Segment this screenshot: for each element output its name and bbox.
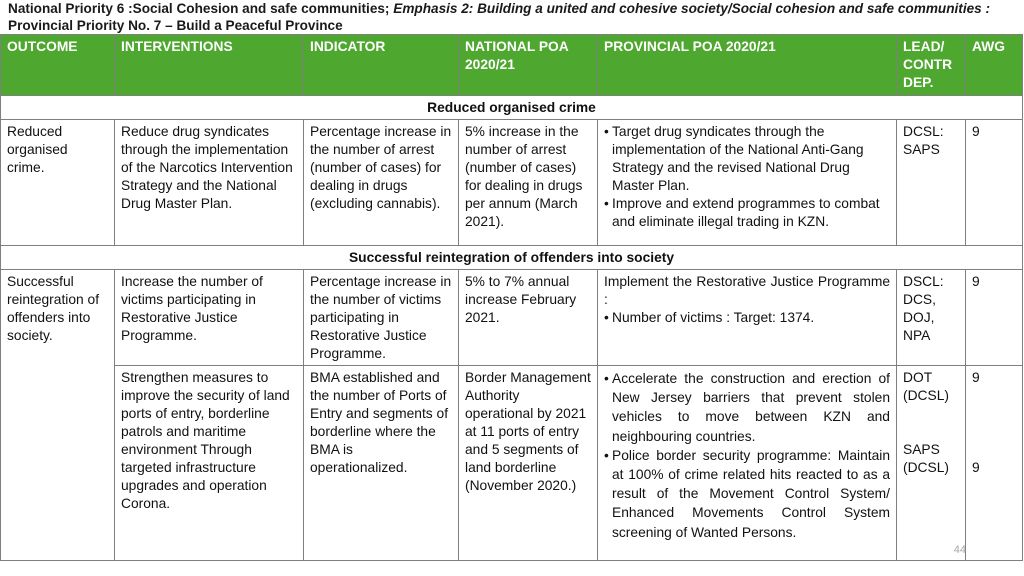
col-header-lead-dep: LEAD/ CONTR DEP. [897,35,966,96]
cell-outcome: Successful reintegration of offenders into society. [1,270,115,561]
cell-intervention: Strengthen measures to improve the security of land ports of entry, borderline patrols and maritime environment Through targeted infrastructure upgrades and operation Corona. [115,366,304,561]
provincial-bullet: • Improve and extend programmes to combat and eliminate illegal trading in KZN. [604,195,890,231]
col-header-outcome: OUTCOME [1,35,115,96]
cell-outcome: Reduced organised crime. [1,120,115,246]
cell-national-poa: Border Management Authority operational by 2021 at 11 ports of entry and 5 segments of land borderline (November 2020.) [459,366,598,561]
awg-1: 9 [972,370,980,385]
cell-indicator: BMA established and the number of Ports of Entry and segments of borderline where the BMA is operationalized. [304,366,459,561]
lead-dep-1: DOT (DCSL) [903,370,949,403]
section-row [1,246,1023,270]
cell-awg [966,366,1023,561]
section-title-organised-crime: Reduced organised crime [1,96,1023,120]
title-provincial-priority: Provincial Priority No. 7 – Build a Peaceful Province [8,18,343,33]
section-title-reintegration: Successful reintegration of offenders into society [1,246,1023,270]
spacer [903,405,959,441]
provincial-intro: Implement the Restorative Justice Programme : [604,274,890,307]
col-header-provincial-poa: PROVINCIAL POA 2020/21 [598,35,897,96]
table-row [1,120,1023,246]
cell-provincial-poa [598,120,897,246]
cell-national-poa: 5% increase in the number of arrest (number of cases) for dealing in drugs per annum (March 2021). [459,120,598,246]
table-row [1,366,1023,561]
title-priority: National Priority 6 :Social Cohesion and safe communities; [8,1,394,16]
provincial-bullet: • Number of victims : Target: 1374. [604,309,890,327]
col-header-indicator: INDICATOR [304,35,459,96]
cell-intervention: Increase the number of victims participating in Restorative Justice Programme. [115,270,304,366]
cell-lead-dep: DSCL: DCS, DOJ, NPA [897,270,966,366]
table-row [1,270,1023,366]
cell-lead-dep [897,366,966,561]
awg-2: 9 [972,460,980,475]
table-header-row [1,35,1023,96]
cell-indicator: Percentage increase in the number of victims participating in Restorative Justice Programme. [304,270,459,366]
provincial-bullet: • Police border security programme: Maintain at 100% of crime related hits reacted to as a result of the Movement Control System/ Enhanced Movements Control System screening of Wanted Persons. [604,446,890,542]
programme-of-action-table [0,34,1023,561]
cell-national-poa: 5% to 7% annual increase February 2021. [459,270,598,366]
cell-provincial-poa [598,366,897,561]
lead-dep-2: SAPS (DCSL) [903,442,949,475]
page-number: 44 [953,544,966,556]
cell-provincial-poa [598,270,897,366]
section-row [1,96,1023,120]
cell-intervention: Reduce drug syndicates through the implementation of the Narcotics Intervention Strategy and the National Drug Master Plan. [115,120,304,246]
col-header-national-poa: NATIONAL POA 2020/21 [459,35,598,96]
slide-title [8,0,1018,34]
spacer [972,387,1016,459]
cell-awg: 9 [966,120,1023,246]
provincial-bullet: • Target drug syndicates through the implementation of the National Anti-Gang Strategy and the revised National Drug Master Plan. [604,123,890,195]
col-header-awg: AWG [966,35,1023,96]
col-header-interventions: INTERVENTIONS [115,35,304,96]
cell-lead-dep: DCSL: SAPS [897,120,966,246]
title-emphasis: Emphasis 2: Building a united and cohesive society/Social cohesion and safe communities : [393,1,991,16]
cell-awg: 9 [966,270,1023,366]
provincial-bullet: • Accelerate the construction and erection of New Jersey barriers that prevent stolen vehicles to move between KZN and neighbouring countries. [604,369,890,446]
cell-indicator: Percentage increase in the number of arrest (number of cases) for dealing in drugs (excluding cannabis). [304,120,459,246]
